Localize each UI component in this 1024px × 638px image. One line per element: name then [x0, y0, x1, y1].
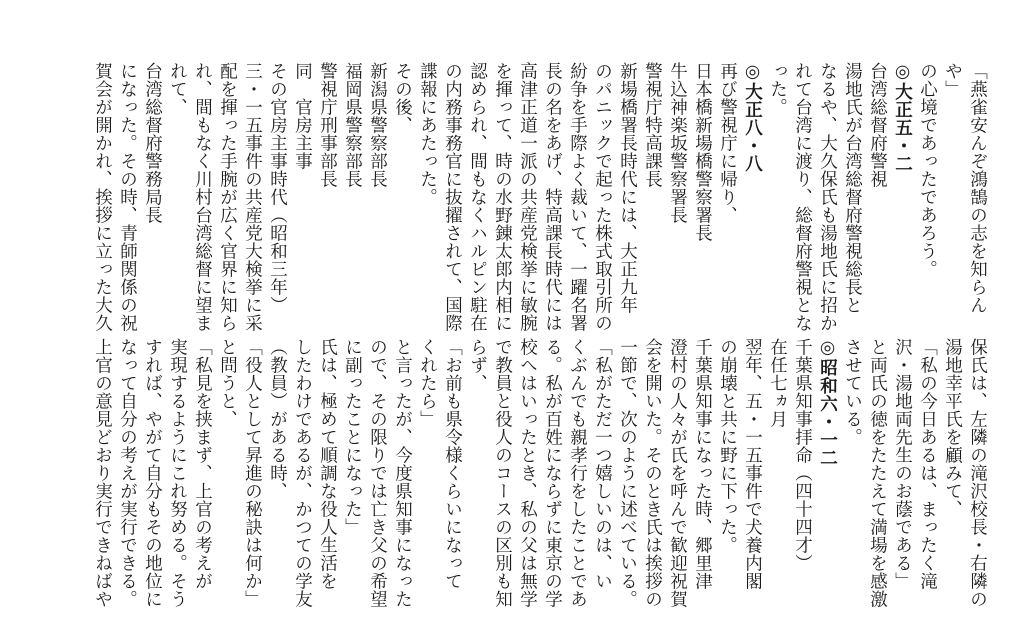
- text-column: 三・一五事件の共産党大検挙に采: [242, 62, 263, 332]
- text-column: の崩壊と共に野に下った。: [717, 338, 738, 554]
- text-column: 澄村の人々が氏を呼んで歓迎祝賀: [667, 338, 688, 608]
- text-column: を揮って、時の水野錬太郎内相に: [492, 62, 513, 332]
- text-column: らず、: [467, 338, 488, 392]
- text-column: に副ったことになった」: [342, 338, 363, 536]
- text-column: で教員と役人のコースの区別も知: [492, 338, 513, 608]
- text-column: 賀会が開かれ、挨拶に立った大久: [92, 62, 113, 332]
- text-column: 「役人として昇進の秘訣は何か」: [242, 338, 263, 608]
- text-column: 「お前も県令様くらいになって: [442, 338, 463, 590]
- text-column: 会を開いた。そのとき氏は挨拶の: [642, 338, 663, 608]
- text-column: 諜報にあたった。: [417, 62, 438, 206]
- text-column: 校へはいったとき、私の父は無学: [517, 338, 538, 608]
- text-column: （教員）がある時、: [267, 338, 288, 500]
- text-column: 「私見を挟まず、上官の考えが: [192, 338, 213, 590]
- text-column: 「私がただ一つ嬉しいのは、い: [592, 338, 613, 590]
- text-column: 配を揮った手腕が広く官界に知ら: [217, 62, 238, 332]
- text-column: 同 官房主事: [292, 62, 313, 170]
- text-column: 台湾総督府警視: [867, 62, 888, 188]
- text-column: その後、: [392, 62, 413, 134]
- text-column: や」: [942, 62, 963, 98]
- text-column: の心境であったであろう。: [917, 62, 938, 278]
- text-column: 在任七ヵ月: [767, 338, 788, 428]
- section-heading: ◎大正八・八: [742, 62, 763, 173]
- text-column: のパニックで起った株式取引所の: [592, 62, 613, 332]
- text-column: 日本橋新場橋警察署長: [692, 62, 713, 242]
- text-column: 湯地幸平氏を顧みて、: [942, 338, 963, 518]
- text-column: 上官の意見どおり実行できねばや: [92, 338, 113, 608]
- text-column: と両氏の徳をたたえて満場を感激: [867, 338, 888, 608]
- text-column: 長の名をあげ、特高課長時代には: [542, 62, 563, 332]
- text-column: なるや、大久保氏も湯地氏に招か: [817, 62, 838, 332]
- text-column: 保氏は、左隣の滝沢校長・右隣の: [967, 338, 988, 608]
- text-column: 台湾総督府警務局長: [142, 62, 163, 224]
- text-column: 福岡県警察部長: [342, 62, 363, 188]
- text-column: 「私の今日あるは、まったく滝: [917, 338, 938, 590]
- text-column: なって自分の考えが実行できる。: [117, 338, 138, 608]
- text-column: 新潟県警察部長: [367, 62, 388, 188]
- text-column: させている。: [842, 338, 863, 446]
- text-column: 氏は、極めて順調な役人生活を: [317, 338, 338, 590]
- text-column: くぶんでも親孝行をしたことであ: [567, 338, 588, 608]
- text-column: ので、その限りでは亡き父の希望: [367, 338, 388, 608]
- text-column: その官房主事時代（昭和三年）: [267, 62, 288, 314]
- text-column: 再び警視庁に帰り、: [717, 62, 738, 224]
- text-column: すれば、やがて自分もその地位に: [142, 338, 163, 608]
- text-column: れ、間もなく川村台湾総督に望ま: [192, 62, 213, 332]
- text-column: 実現するようにこれ努める。そう: [167, 338, 188, 608]
- text-column: 一節で、次のように述べている。: [617, 338, 638, 608]
- text-column: 「燕雀安んぞ鴻鵠の志を知らん: [967, 62, 988, 314]
- text-column: 牛込神楽坂警察署長: [667, 62, 688, 224]
- text-column: 紛争を手際よく裁いて、一躍名署: [567, 62, 588, 332]
- text-column: と問うと、: [217, 338, 238, 428]
- text-column: 警視庁刑事部長: [317, 62, 338, 188]
- text-column: 湯地氏が台湾総督府警視総長と: [842, 62, 863, 314]
- text-column: の内務事務官に抜擢されて、国際: [442, 62, 463, 332]
- text-column: 千葉県知事拝命（四十四才）: [792, 338, 813, 572]
- text-column: と言ったが、今度県知事になった: [392, 338, 413, 608]
- text-column: った。: [767, 62, 788, 116]
- text-column: 千葉県知事になった時、郷里津: [692, 338, 713, 590]
- text-column: 高津正道一派の共産党検挙に敏腕: [517, 62, 538, 332]
- text-column: になった。その時、青師関係の祝: [117, 62, 138, 332]
- text-column: くれたら」: [417, 338, 438, 428]
- text-column: 新場橋署長時代には、大正九年: [617, 62, 638, 314]
- text-column: 翌年、五・一五事件で犬養内閣: [742, 338, 763, 590]
- section-heading: ◎昭和六・一二: [817, 338, 838, 467]
- text-column: れて台湾に渡り、総督府警視とな: [792, 62, 813, 332]
- text-column: れて、: [167, 62, 188, 116]
- text-column: したわけであるが、かつての学友: [292, 338, 313, 608]
- text-column: 認められ、間もなくハルピン駐在: [467, 62, 488, 332]
- section-heading: ◎大正五・二: [892, 62, 913, 173]
- text-column: る。私が百姓にならずに東京の学: [542, 338, 563, 608]
- text-column: 沢・湯地両先生のお蔭である」: [892, 338, 913, 590]
- text-column: 警視庁特高課長: [642, 62, 663, 188]
